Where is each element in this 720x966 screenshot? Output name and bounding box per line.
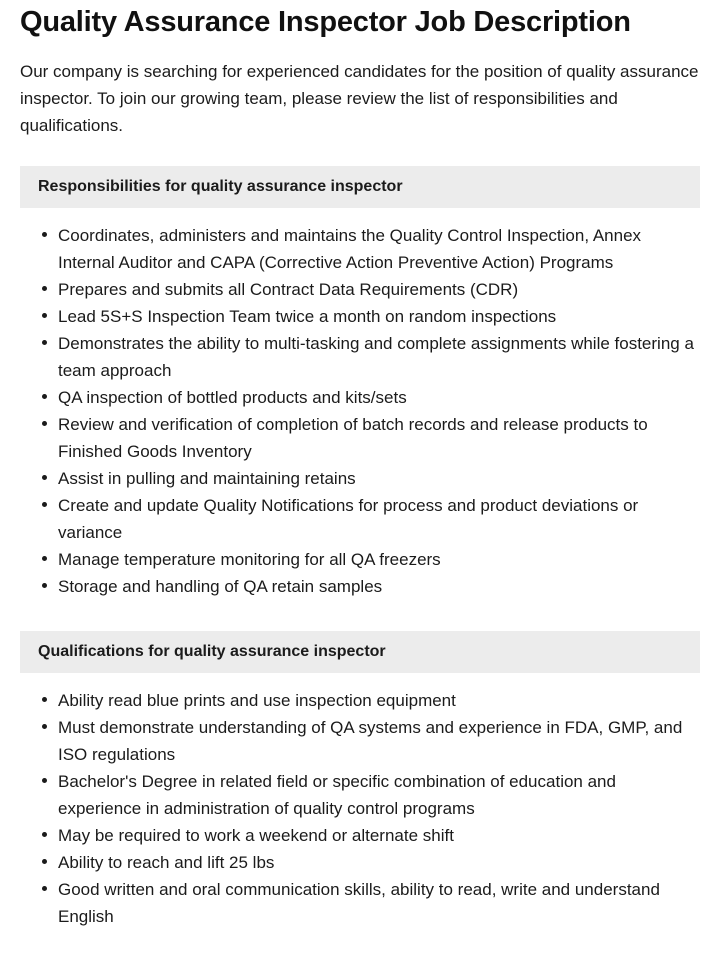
list-item-text: Coordinates, administers and maintains the Quality Control Inspection, Annex Internal Auditor and CAPA (Corrective Action Preventive Action) Programs bbox=[58, 226, 642, 272]
list-item bbox=[20, 384, 700, 411]
list-item-text: Ability read blue prints and use inspection equipment bbox=[58, 691, 456, 710]
qualifications-list bbox=[0, 673, 720, 930]
list-item-text: Prepares and submits all Contract Data Requirements (CDR) bbox=[58, 280, 519, 299]
bullet-icon bbox=[42, 697, 47, 702]
list-item bbox=[20, 330, 700, 384]
bullet-icon bbox=[42, 313, 47, 318]
list-item-text: Demonstrates the ability to multi-tasking and complete assignments while fostering a team approach bbox=[58, 334, 694, 380]
list-item bbox=[20, 465, 700, 492]
bullet-icon bbox=[42, 340, 47, 345]
section-header-band-responsibilities bbox=[0, 166, 720, 208]
intro-paragraph: Our company is searching for experienced candidates for the position of quality assurance inspector. To join our growing team, please review the list of responsibilities and qualifications. bbox=[20, 62, 699, 135]
list-item bbox=[20, 546, 700, 573]
section-responsibilities bbox=[0, 166, 720, 600]
section-qualifications bbox=[0, 631, 720, 930]
bullet-icon bbox=[42, 286, 47, 291]
list-item-text: QA inspection of bottled products and kits/sets bbox=[58, 388, 407, 407]
list-item-text: Storage and handling of QA retain samples bbox=[58, 577, 383, 596]
list-item bbox=[20, 492, 700, 546]
bullet-icon bbox=[42, 394, 47, 399]
list-item bbox=[20, 573, 700, 600]
list-item bbox=[20, 411, 700, 465]
bullet-icon bbox=[42, 421, 47, 426]
list-item-text: Must demonstrate understanding of QA systems and experience in FDA, GMP, and ISO regulations bbox=[58, 718, 683, 764]
list-item bbox=[20, 768, 700, 822]
bullet-icon bbox=[42, 475, 47, 480]
list-item-text: Assist in pulling and maintaining retains bbox=[58, 469, 356, 488]
bullet-icon bbox=[42, 832, 47, 837]
list-item bbox=[20, 222, 700, 276]
bullet-icon bbox=[42, 583, 47, 588]
page-title: Quality Assurance Inspector Job Description bbox=[20, 6, 631, 38]
list-item-text: Create and update Quality Notifications for process and product deviations or variance bbox=[58, 496, 639, 542]
list-item bbox=[20, 276, 700, 303]
bullet-icon bbox=[42, 886, 47, 891]
bullet-icon bbox=[42, 502, 47, 507]
responsibilities-list bbox=[0, 208, 720, 600]
bullet-icon bbox=[42, 859, 47, 864]
list-item-text: May be required to work a weekend or alternate shift bbox=[58, 826, 454, 845]
list-item bbox=[20, 822, 700, 849]
list-item bbox=[20, 849, 700, 876]
bullet-icon bbox=[42, 556, 47, 561]
list-item bbox=[20, 876, 700, 930]
bullet-icon bbox=[42, 232, 47, 237]
list-item-text: Bachelor's Degree in related field or specific combination of education and experience in administration of quality control programs bbox=[58, 772, 616, 818]
list-item bbox=[20, 714, 700, 768]
list-item bbox=[20, 687, 700, 714]
section-header-band-qualifications bbox=[0, 631, 720, 673]
list-item-text: Review and verification of completion of batch records and release products to Finished Goods Inventory bbox=[58, 415, 648, 461]
bullet-icon bbox=[42, 724, 47, 729]
bottom-spacer bbox=[0, 930, 720, 966]
list-item-text: Manage temperature monitoring for all QA freezers bbox=[58, 550, 441, 569]
list-item-text: Good written and oral communication skills, ability to read, write and understand English bbox=[58, 880, 660, 926]
bullet-icon bbox=[42, 778, 47, 783]
list-item-text: Lead 5S+S Inspection Team twice a month on random inspections bbox=[58, 307, 557, 326]
list-item-text: Ability to reach and lift 25 lbs bbox=[58, 853, 275, 872]
section-heading-qualifications: Qualifications for quality assurance inspector bbox=[20, 631, 700, 673]
list-item bbox=[20, 303, 700, 330]
section-heading-responsibilities: Responsibilities for quality assurance inspector bbox=[20, 166, 700, 208]
